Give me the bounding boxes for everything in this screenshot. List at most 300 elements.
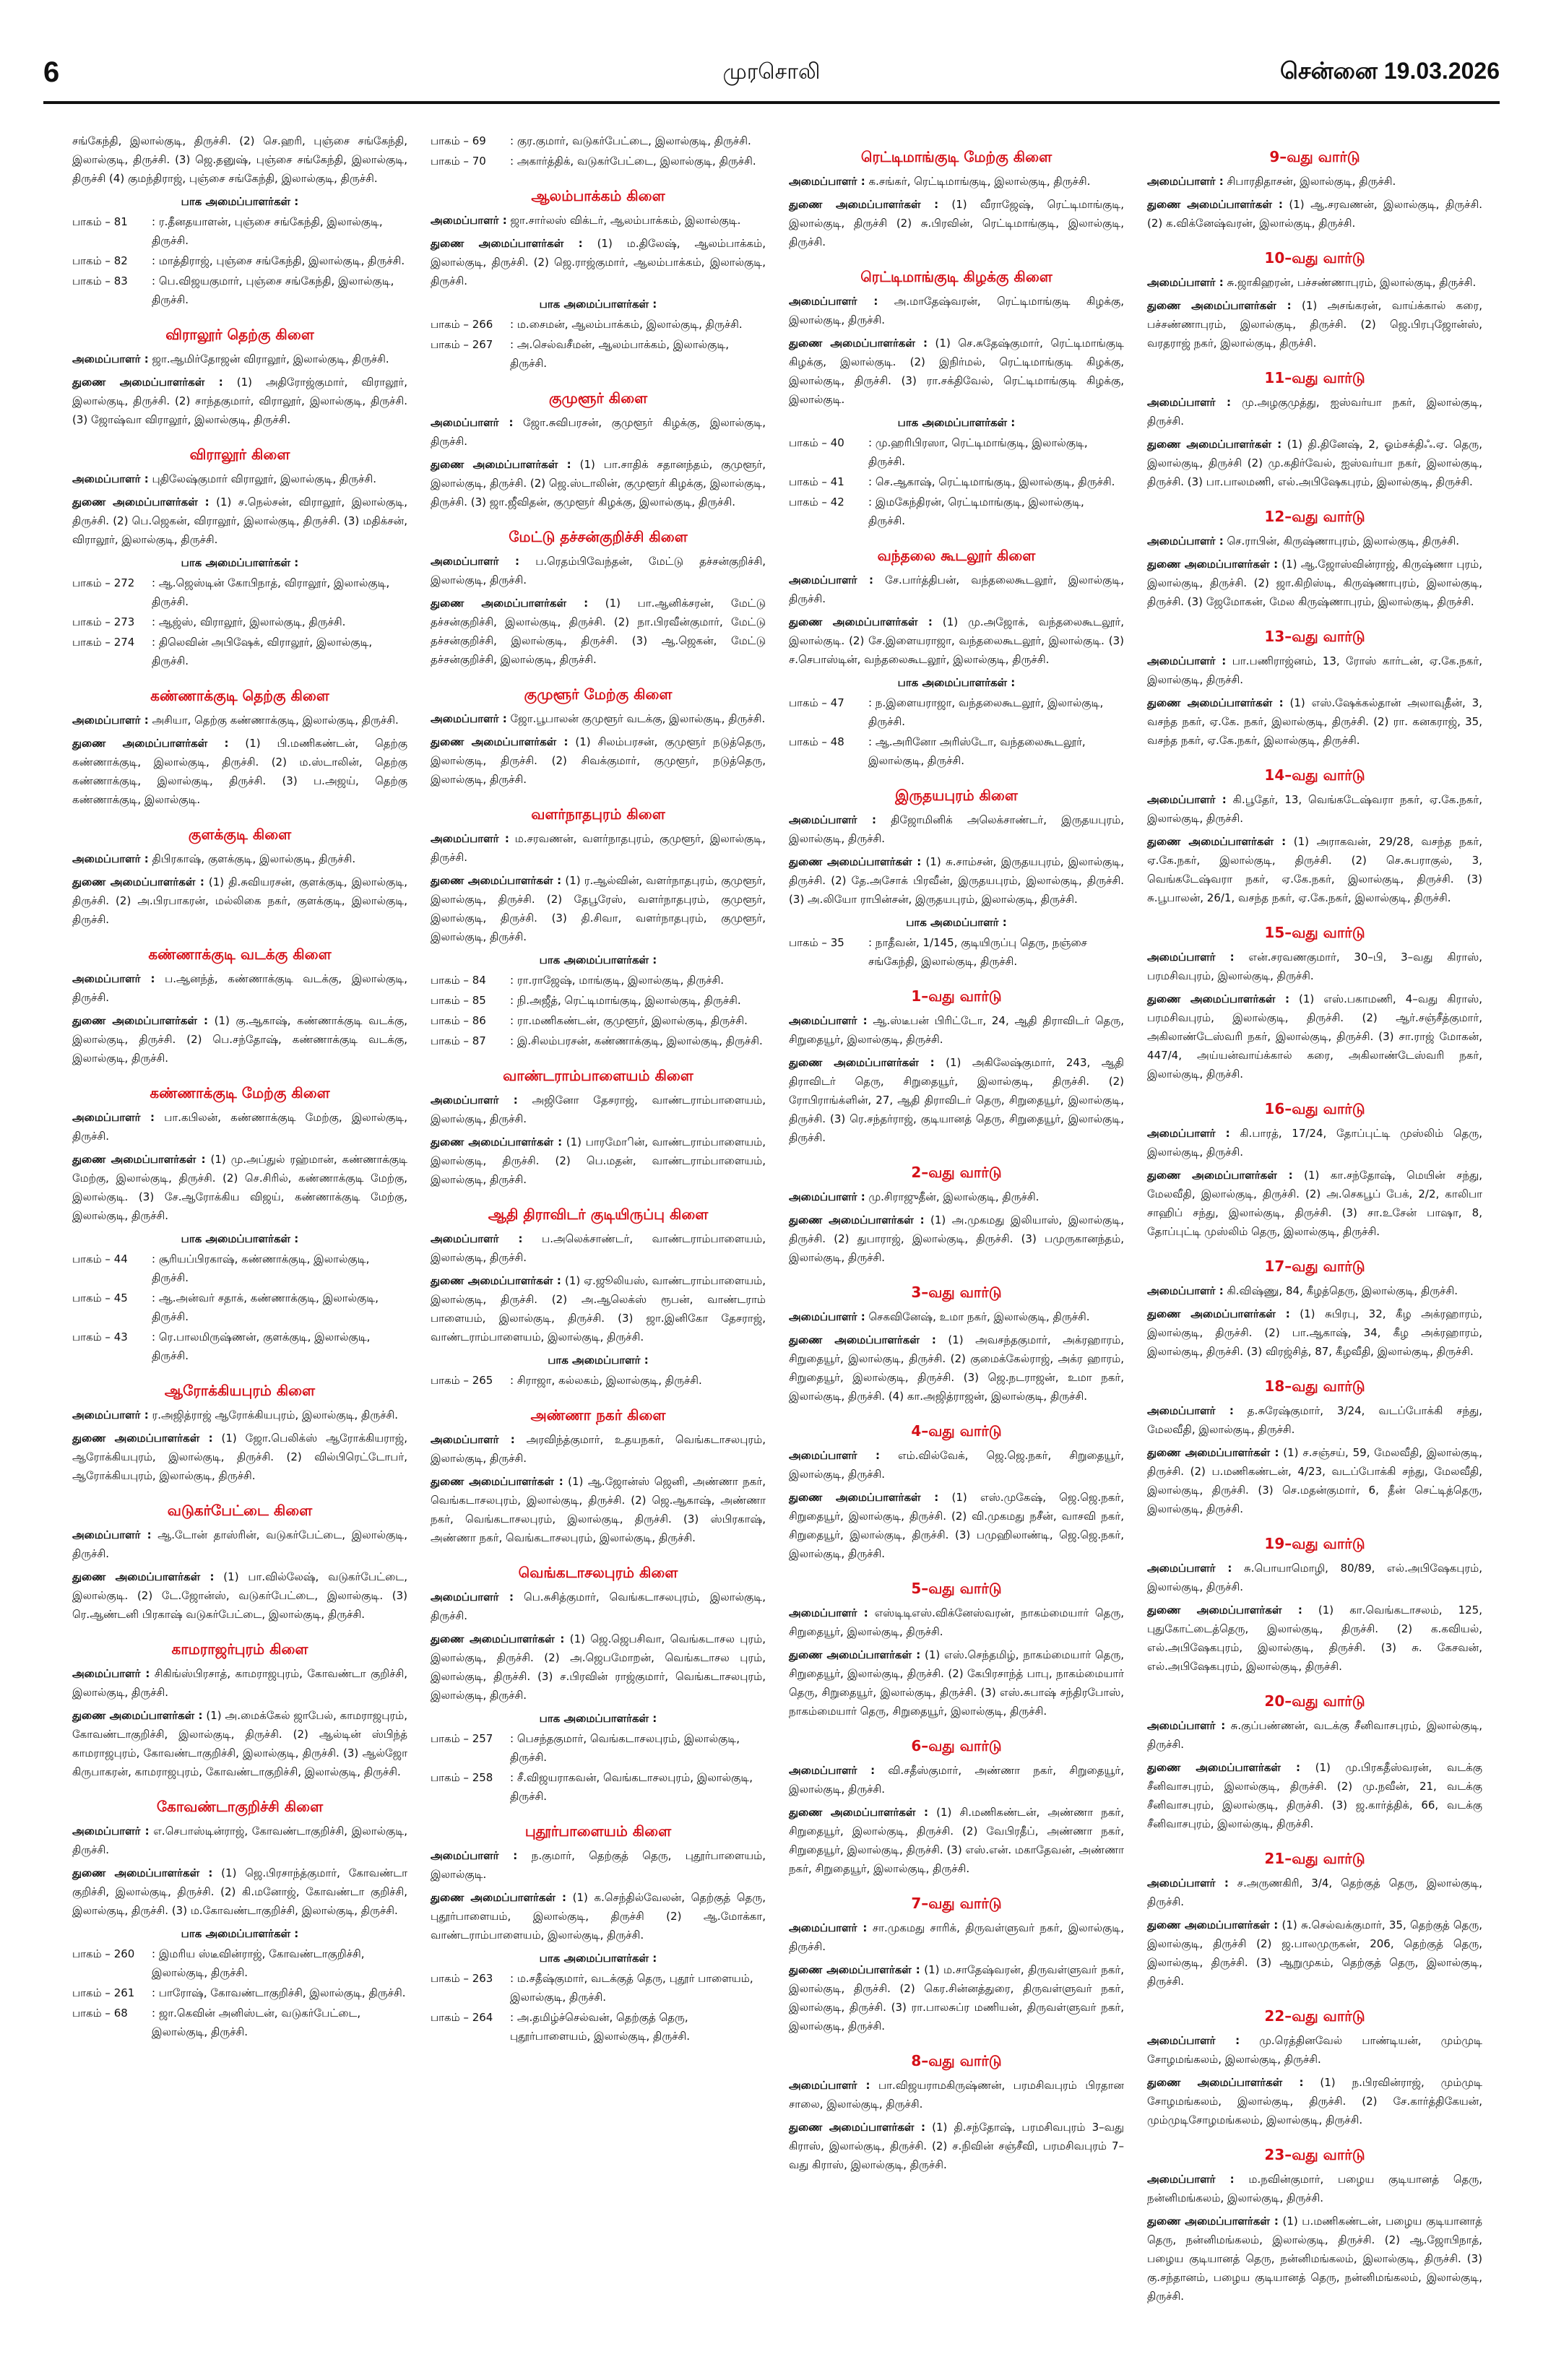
booth-number: பாகம் – 84	[431, 974, 486, 987]
member-paragraph	[431, 1588, 766, 1625]
booth-member: : மு.ஹரிபிரஸா, ரெட்டிமாங்குடி, இலால்குடி, திருச்சி.	[868, 436, 1088, 468]
booth-row	[431, 1729, 766, 1767]
section-heading: 3–வது வார்டு	[911, 1284, 1002, 1301]
member-text: பா.கபிலன், கண்ணாக்குடி மேற்கு, இலால்குடி, திருச்சி.	[72, 1111, 407, 1143]
role-label: துணை அமைப்பாளர்கள் :	[1147, 2076, 1304, 2089]
booth-number: பாகம் – 48	[789, 735, 844, 748]
role-label: துணை அமைப்பாளர்கள் :	[789, 1213, 925, 1226]
booth-number: பாகம் – 43	[72, 1330, 128, 1343]
section-heading: 16–வது வார்டு	[1264, 1100, 1365, 1117]
role-label: துணை அமைப்பாளர்கள் :	[1147, 1761, 1301, 1774]
member-text: (1) பா.வில்லேஷ், வடுகர்பேட்டை, இலால்குடி. (2) டே.ஜோன்ஸ், வடுகர்பேட்டை, இலால்குடி. (3) ரெ.ஆண்டனி பிரகாஷ் வடுகர்பேட்டை, இலால்குடி, திருச்சி.	[72, 1570, 407, 1621]
section-heading: மேட்டு தச்சன்குறிச்சி கிளை	[509, 528, 688, 545]
booth-number: பாகம் – 42	[789, 496, 844, 509]
section	[1147, 246, 1482, 352]
role-label: அமைப்பாளர் :	[789, 1921, 868, 1934]
role-label: அமைப்பாளர் :	[72, 1667, 150, 1680]
member-paragraph	[789, 172, 1124, 191]
member-paragraph	[431, 413, 766, 451]
booth-member: : பெ.விஜயகுமார், புஞ்சை சங்கேந்தி, இலால்குடி, திருச்சி.	[152, 274, 394, 306]
booth-number: பாகம் – 264	[431, 2011, 493, 2024]
booth-member: : ஆ.அரினோ அரிஸ்டோ, வந்தலைகூடலூர், இலால்குடி, திருச்சி.	[868, 735, 1086, 767]
member-paragraph	[789, 1960, 1124, 2035]
section-heading: 1–வது வார்டு	[911, 987, 1002, 1005]
member-paragraph	[789, 1330, 1124, 1406]
booth-number: பாகம் – 83	[72, 274, 128, 287]
member-paragraph	[789, 2076, 1124, 2113]
section-heading: வளர்நாதபுரம் கிளை	[531, 805, 665, 823]
section	[72, 442, 407, 670]
booth-member: : ஆ.ஜெஸ்டின் கோபிநாத், விராலூர், இலால்குடி, திருச்சி.	[152, 576, 390, 608]
section-heading: குளக்குடி கிளை	[188, 826, 292, 843]
member-text: எ.செபாஸ்டின்ராஜ், கோவண்டாகுறிச்சி, இலால்குடி, திருச்சி.	[72, 1825, 407, 1856]
section	[1147, 1689, 1482, 1833]
member-paragraph	[1147, 790, 1482, 828]
member-paragraph	[1147, 1601, 1482, 1676]
section	[1147, 1846, 1482, 1991]
member-paragraph	[72, 1429, 407, 1485]
booth-member: : அ.தமிழ்ச்செல்வன், தெற்குத் தெரு, புதூர்பாளையம், இலால்குடி, திருச்சி.	[510, 2011, 691, 2043]
role-label: துணை அமைப்பாளர்கள் :	[789, 1806, 928, 1819]
member-text: அசியா, தெற்கு கண்ணாக்குடி, இலால்குடி, திருச்சி.	[148, 714, 399, 727]
role-label: அமைப்பாளர் :	[789, 1014, 868, 1027]
booth-row	[431, 1969, 766, 2007]
member-text: மு.அழகுமுத்து, ஐஸ்வர்யா நகர், இலால்குடி, திருச்சி.	[1147, 396, 1482, 428]
member-text: எம்.வில்வேக், ஜெ.ஜெ.நகர், சிறுதையூர், இலால்குடி, திருச்சி.	[789, 1449, 1124, 1481]
member-text: (1) சு.சாம்சன், இருதயபுரம், இலால்குடி, திருச்சி. (2) தே.அசோக் பிரவீன், இருதயபுரம், இலால்குடி, திருச்சி. (3) அ.லியோ ராபின்சன், இருதயபுரம், இலால்குடி, திருச்சி.	[789, 855, 1124, 906]
member-paragraph	[431, 1630, 766, 1705]
booth-number: பாகம் – 68	[72, 2007, 128, 2020]
role-label: துணை அமைப்பாளர்கள் :	[431, 1632, 565, 1645]
member-text: செ.ராபின், கிருஷ்ணாபுரம், இலால்குடி, திருச்சி.	[1223, 535, 1460, 548]
member-paragraph	[1147, 2031, 1482, 2069]
booth-member: : ந.இளையராஜா, வந்தலைகூடலூர், இலால்குடி, திருச்சி.	[868, 696, 1104, 728]
role-label: துணை அமைப்பாளர்கள் :	[1147, 1446, 1279, 1459]
section-heading: ஆதி திராவிடர் குடியிருப்பு கிளை	[488, 1206, 709, 1223]
section-heading: விராலூர் தெற்கு கிளை	[165, 326, 314, 343]
section	[1147, 365, 1482, 491]
booth-row	[431, 1768, 766, 1806]
member-text: ஆ.ஸ்டீபன் பிரிட்டோ, 24, ஆதி திராவிடர் தெரு, சிறுதையூர், இலால்குடி, திருச்சி.	[789, 1014, 1124, 1046]
member-paragraph	[1147, 393, 1482, 430]
section	[431, 524, 766, 669]
member-paragraph	[72, 1567, 407, 1624]
role-label: துணை அமைப்பாளர்கள் :	[72, 1709, 203, 1722]
member-text: சு.குப்பண்ணன், வடக்கு சீனிவாசபுரம், இலால்குடி, திருச்சி.	[1147, 1719, 1482, 1751]
member-paragraph	[431, 455, 766, 511]
member-paragraph	[1147, 435, 1482, 491]
role-label: துணை அமைப்பாளர்கள் :	[1147, 558, 1279, 571]
member-text: (1) செ.சுதேஷ்குமார், ரெட்டிமாங்குடி கிழக்கு, இலால்குடி. (2) இநிர்மல், ரெட்டிமாங்குடி கிழக்கு, இலால்குடி, திருச்சி. (3) ரா.சக்திவேல், ரெட்டிமாங்குடி கிழக்கு, இலால்குடி.	[789, 337, 1124, 406]
role-label: அமைப்பாளர் :	[431, 1849, 518, 1862]
section-heading: வாண்டராம்பாளையம் கிளை	[503, 1067, 693, 1084]
member-paragraph	[789, 195, 1124, 251]
member-text: பெ.சுசித்குமார், வெங்கடாசலபுரம், இலால்குடி, திருச்சி.	[431, 1591, 766, 1622]
role-label: துணை அமைப்பாளர்கள் :	[72, 1866, 213, 1879]
member-text: பா.பணிராஜ்னம், 13, ரோஸ் கார்டன், ஏ.கே.நகர், இலால்குடி, திருச்சி.	[1147, 654, 1482, 686]
member-paragraph	[431, 1271, 766, 1346]
section-heading: 10–வது வார்டு	[1264, 249, 1365, 267]
role-label: அமைப்பாளர் :	[789, 295, 878, 308]
member-paragraph	[431, 1846, 766, 1884]
role-label: துணை அமைப்பாளர்கள் :	[72, 1570, 215, 1583]
role-label: அமைப்பாளர் :	[1147, 1719, 1226, 1732]
booth-row	[789, 933, 1124, 971]
member-text: (1) எஸ்.செந்தமிழ், நாகம்மையார் தெரு, சிறுதையூர், இலால்குடி, திருச்சி. (2) கேபிரசாந்த் பாபு, நாகம்மையார் தெரு, சிறுதையூர், இலால்குடி, திருச்சி. (3) எஸ்.சுபாஷ் சந்திரபோஸ், நாகம்மையார் தெரு, சிறுதையூர், இலால்குடி, திருச்சி.	[789, 1648, 1124, 1718]
booth-row	[431, 2008, 766, 2046]
role-label: துணை அமைப்பாளர்கள் :	[1147, 835, 1287, 848]
role-label: அமைப்பாளர் :	[72, 852, 149, 865]
role-label: அமைப்பாளர் :	[1147, 175, 1224, 188]
member-text: (1) ஜெ.ஜெபசிவா, வெங்கடாசல புரம், இலால்குடி, திருச்சி. (2) அ.ஜெபமோறன், வெங்கடாசல புரம், இலால்குடி, திருச்சி. (3) ச.பிரவின் ராஜ்குமார், வெங்கடாசலபுரம், இலால்குடி, திருச்சி.	[431, 1632, 766, 1702]
section-heading: ஆரோக்கியபுரம் கிளை	[164, 1382, 316, 1399]
member-text: க.சங்கர், ரெட்டிமாங்குடி, இலால்குடி, திருச்சி.	[865, 175, 1091, 188]
member-paragraph	[789, 292, 1124, 329]
member-paragraph	[789, 810, 1124, 848]
booth-organizers-label: பாக அமைப்பாளர்கள் :	[897, 416, 1016, 429]
member-paragraph	[72, 350, 407, 368]
section	[789, 1160, 1124, 1267]
member-paragraph	[1147, 990, 1482, 1083]
member-text: (1) க.செந்தில்வேலன், தெற்குத் தெரு, புதூர்பாளையம், இலால்குடி, திருச்சி (2) ஆ.மோக்கா, வாண்டராம்பாளையம், இலால்குடி, திருச்சி.	[431, 1891, 766, 1942]
member-paragraph	[431, 1472, 766, 1547]
section-heading: 14–வது வார்டு	[1264, 766, 1365, 784]
role-label: அமைப்பாளர் :	[1147, 1404, 1234, 1417]
role-label: துணை அமைப்பாளர்கள் :	[431, 1135, 563, 1148]
booth-member: : சூரியப்பிரகாஷ், கண்ணாக்குடி, இலால்குடி, திருச்சி.	[152, 1252, 370, 1284]
member-text: (1) சு.செல்வக்குமார், 35, தெற்குத் தெரு, இலால்குடி, திருச்சி (2) ஜ.பாலமுருகன், 206, தெற்குத் தெரு, இலால்குடி, திருச்சி. (3) ஆறுமுகம், தெற்குத் தெரு, இலால்குடி, திருச்சி.	[1147, 1918, 1482, 1988]
booth-row	[789, 693, 1124, 731]
role-label: துணை அமைப்பாளர்கள் :	[1147, 1307, 1290, 1320]
role-label: அமைப்பாளர் :	[789, 175, 865, 188]
member-text: (1) அசங்கரன், வாய்க்கால் கரை, பச்சண்ணாபுரம், இலால்குடி, திருச்சி. (2) ஜெ.பிரபுஜோன்ஸ், வரதராஜ் நகர், இலால்குடி, திருச்சி.	[1147, 299, 1482, 350]
member-text: (1) ஏ.ஜூலியஸ், வாண்டராம்பாளையம், இலால்குடி, திருச்சி. (2) அ.ஆலெக்ஸ் ரூபன், வாண்டராம் பாளையம், இலால்குடி, திருச்சி. (3) ஜா.இனிகோ தேசராஜ், வாண்டராம்பாளையம், இலால்குடி, திருச்சி.	[431, 1274, 766, 1343]
section-heading: 11–வது வார்டு	[1264, 369, 1365, 386]
member-paragraph	[1147, 555, 1482, 611]
member-text: ஜா.சார்லஸ் விக்டர், ஆலம்பாக்கம், இலால்குடி.	[506, 214, 741, 227]
role-label: அமைப்பாளர் :	[72, 1408, 149, 1421]
member-paragraph	[1147, 693, 1482, 750]
booth-row	[72, 1289, 407, 1326]
booth-number: பாகம் – 273	[72, 615, 135, 628]
section	[72, 1637, 407, 1781]
booth-member: : அ.செல்வசீமன், ஆலம்பாக்கம், இலால்குடி, திருச்சி.	[510, 338, 730, 370]
member-text: செகவினேஷ், உமா நகர், இலால்குடி, திருச்சி.	[865, 1310, 1090, 1323]
section	[431, 802, 766, 1050]
booth-number: பாகம் – 87	[431, 1034, 486, 1047]
role-label: அமைப்பாளர் :	[789, 2079, 870, 2092]
member-text: (1) சுபிரபு, 32, கீழ அக்ரஹாரம், இலால்குடி, திருச்சி. (2) பா.ஆகாஷ், 34, கீழ அக்ரஹாரம், இலால்குடி, திருச்சி. (3) விரஜ்சித், 87, கீழவீதி, இலால்குடி, திருச்சி.	[1147, 1307, 1482, 1358]
member-paragraph	[72, 1406, 407, 1424]
role-label: அமைப்பாளர் :	[1147, 951, 1235, 964]
section	[789, 1576, 1124, 1721]
booth-row	[72, 212, 407, 250]
role-label: துணை அமைப்பாளர்கள் :	[431, 735, 569, 748]
member-paragraph	[1147, 652, 1482, 689]
section-heading: 19–வது வார்டு	[1264, 1535, 1365, 1552]
member-paragraph	[431, 1888, 766, 1944]
member-paragraph	[431, 234, 766, 290]
member-text: மு.ரெத்தினவேல் பாண்டியன், மும்முடி சோழமங்கலம், இலால்குடி, திருச்சி.	[1147, 2034, 1482, 2066]
booth-row	[431, 131, 766, 150]
booth-row	[431, 991, 766, 1010]
booth-row	[72, 2004, 407, 2041]
booth-member: : ம.சைமன், ஆலம்பாக்கம், இலால்குடி, திருச்சி.	[510, 318, 743, 331]
booth-organizers-label: பாக அமைப்பாளர்கள் :	[897, 676, 1016, 689]
page-header	[43, 56, 1500, 91]
member-text: (1) ச.நெல்சன், விராலூர், இலால்குடி, திருச்சி. (2) பெ.ஜெகன், விராலூர், இலால்குடி, திருச்சி. (3) மதிக்சன், விராலூர், இலால்குடி, திருச்சி.	[72, 496, 407, 546]
section-heading: கோவண்டாகுறிச்சி கிளை	[156, 1798, 324, 1815]
booth-row	[72, 272, 407, 309]
section-heading: 8–வது வார்டு	[911, 2052, 1002, 2069]
booth-row	[72, 1250, 407, 1287]
section-heading: 6–வது வார்டு	[911, 1737, 1002, 1754]
role-label: துணை அமைப்பாளர்கள் :	[72, 496, 209, 509]
page-number: 6	[43, 56, 60, 88]
booth-row	[72, 633, 407, 670]
section-heading: குமுளூர் கிளை	[548, 389, 648, 407]
member-paragraph	[431, 1091, 766, 1128]
section	[789, 1891, 1124, 2035]
member-paragraph	[1147, 1758, 1482, 1833]
member-paragraph	[72, 131, 407, 188]
section-heading: ஆலம்பாக்கம் கிளை	[531, 187, 665, 204]
section-heading: 13–வது வார்டு	[1264, 628, 1365, 645]
booth-number: பாகம் – 45	[72, 1291, 128, 1304]
section	[1147, 2004, 1482, 2129]
booth-organizers-label: பாக அமைப்பாளர்கள் :	[539, 953, 657, 966]
section	[1147, 144, 1482, 233]
member-text: (1) ஜெ.பிரசாந்த்குமார், கோவண்டா குறிச்சி, இலால்குடி, திருச்சி. (2) கி.மனோஜ், கோவண்டா குறிச்சி, இலால்குடி, திருச்சி. (3) ம.கோவண்டாகுறிச்சி, இலால்குடி, திருச்சி.	[72, 1866, 407, 1917]
booth-member: : சீ.விஜயராகவன், வெங்கடாசலபுரம், இலால்குடி, திருச்சி.	[510, 1771, 753, 1803]
role-label: அமைப்பாளர் :	[72, 1528, 152, 1541]
role-label: அமைப்பாளர் :	[431, 1094, 518, 1107]
member-paragraph	[1147, 172, 1482, 191]
member-paragraph	[789, 1918, 1124, 1956]
role-label: துணை அமைப்பாளர்கள் :	[431, 1475, 563, 1488]
booth-organizers-label: பாக அமைப்பாளர்கள் :	[181, 1232, 299, 1245]
role-label: துணை அமைப்பாளர்கள் :	[431, 597, 589, 610]
role-label: அமைப்பாளர் :	[72, 472, 149, 485]
role-label: அமைப்பாளர் :	[1147, 276, 1224, 289]
booth-member: : சிராஜா, கல்லகம், இலால்குடி, திருச்சி.	[510, 1374, 702, 1387]
newspaper-title: முரசொலி	[722, 59, 821, 85]
booth-member: : ஆஜ்ஸ், விராலூர், இலால்குடி, திருச்சி.	[152, 615, 346, 628]
member-paragraph	[431, 1430, 766, 1468]
member-text: சிகிங்ஸ்பிரசாத், காமராஜபுரம், கோவண்டா குறிச்சி, இலால்குடி, திருச்சி.	[72, 1667, 407, 1699]
member-text: (1) எஸ்.பகாமணி, 4–வது கிராஸ், பரமசிவபுரம், இலால்குடி, திருச்சி. (2) ஆர்.சஞ்சீத்குமார், அகிலாண்டேஸ்வரி நகர், இலால்குடி, திருச்சி. (3) சா.ராஜ் மோகன், 447/4, அய்யன்வாய்க்கால் கரை, அகிலாண்டேஸ்வரி நகர், இலால்குடி, திருச்சி.	[1147, 992, 1482, 1081]
section	[789, 1734, 1124, 1878]
booth-number: பாகம் – 81	[72, 215, 128, 228]
member-text: மு.சிராஜுதீன், இலால்குடி, திருச்சி.	[865, 1190, 1040, 1203]
section-heading: 23–வது வார்டு	[1264, 2146, 1365, 2163]
section	[1147, 624, 1482, 750]
booth-row	[72, 1944, 407, 1982]
booth-number: பாகம் – 261	[72, 1986, 135, 1999]
booth-member: : ஆ.அன்வர் சதாக், கண்ணாக்குடி, இலால்குடி, திருச்சி.	[152, 1291, 379, 1323]
member-text: அஜினோ தேசராஜ், வாண்டராம்பாளையம், இலால்குடி, திருச்சி.	[431, 1094, 766, 1125]
member-paragraph	[72, 493, 407, 549]
role-label: துணை அமைப்பாளர்கள் :	[1147, 1604, 1302, 1617]
role-label: துணை அமைப்பாளர்கள் :	[789, 855, 922, 868]
section-heading: 20–வது வார்டு	[1264, 1692, 1365, 1710]
member-text: (1) மு.அஜோக், வந்தலைகூடலூர், இலால்குடி. (2) சே.இளையராஜா, வந்தலைகூடலூர், இலால்குடி. (3) ச.செபாஸ்டின், வந்தலைகூடலூர், இலால்குடி, திருச்சி.	[789, 615, 1124, 666]
booth-organizers-label: பாக அமைப்பாளர் :	[548, 1354, 649, 1367]
member-text: (1) அதிரோஜ்குமார், விராலூர், இலால்குடி, திருச்சி. (2) சாந்தகுமார், விராலூர், இலால்குடி, திருச்சி. (3) ஜோஷ்வா விராலூர், இலால்குடி, திருச்சி.	[72, 376, 407, 426]
booth-number: பாகம் – 40	[789, 436, 844, 449]
member-text: (1) பா.ஆனிக்சரன், மேட்டு தச்சன்குறிச்சி, இலால்குடி, திருச்சி. (2) நா.பிரவீன்குமார், மேட்டு தச்சன்குறிச்சி, இலால்குடி, திருச்சி. (3) ஆ.ஜெகன், மேட்டு தச்சன்குறிச்சி, இலால்குடி, திருச்சி.	[431, 597, 766, 666]
booth-row	[72, 251, 407, 270]
member-text: (1) பா.சாதிக் சதானந்தம், குமுளூர், இலால்குடி, திருச்சி. (2) ஜெ.ஸ்டாலின், குமுளூர் கிழக்கு, இலால்குடி, திருச்சி. (3) ஜா.ஜீவிதன், குமுளூர் கிழக்கு, இலால்குடி, திருச்சி.	[431, 458, 766, 509]
member-paragraph	[431, 871, 766, 946]
section	[431, 1560, 766, 1806]
member-paragraph	[72, 849, 407, 868]
member-paragraph	[1147, 1874, 1482, 1911]
booth-member: : குர.குமார், வடுகர்பேட்டை, இலால்குடி, திருச்சி.	[510, 134, 751, 147]
member-text: (1) ம.சாதேஷ்வரன், திருவள்ளுவர் நகர், இலால்குடி, திருச்சி. (2) கெர.சின்னத்துரை, திருவள்ளுவர் நகர், இலால்குடி, திருச்சி. (3) ரா.பாலசுப்ர மணியன், திருவள்ளுவர் நகர், இலால்குடி, திருச்சி.	[789, 1963, 1124, 2033]
role-label: துணை அமைப்பாளர்கள் :	[789, 1963, 920, 1976]
booth-number: பாகம் – 85	[431, 994, 486, 1007]
member-paragraph	[1147, 2212, 1482, 2306]
booth-number: பாகம் – 82	[72, 254, 128, 267]
member-paragraph	[72, 1526, 407, 1563]
member-text: (1) வீராஜேஷ், ரெட்டிமாங்குடி, இலால்குடி, திருச்சி (2) சு.பிரவின், ரெட்டிமாங்குடி, இலால்குடி, திருச்சி.	[789, 198, 1124, 248]
member-text: புதிலேஷ்குமார் விராலூர், இலால்குடி, திருச்சி.	[148, 472, 377, 485]
booth-member: : ஜா.கெவின் அனிஸ்டன், வடுகர்பேட்டை, இலால்குடி, திருச்சி.	[152, 2007, 361, 2038]
role-label: அமைப்பாளர் :	[1147, 535, 1224, 548]
section	[72, 1378, 407, 1485]
column-4	[1147, 131, 1482, 2310]
member-paragraph	[1147, 273, 1482, 292]
booth-organizers-label: பாக அமைப்பாளர்கள் :	[539, 298, 657, 311]
member-text: (1) ர.ஆல்வின், வளர்நாதபுரம், குமுளூர், இலால்குடி, திருச்சி. (2) தேபூரேஸ், வளர்நாதபுரம், குமுளூர், இலால்குடி, திருச்சி. (3) தி.சிவா, வளர்நாதபுரம், குமுளூர், இலால்குடி, திருச்சி.	[431, 874, 766, 943]
member-text: கி.பாரத், 17/24, தோப்புட்டி முஸ்லிம் தெரு, இலால்குடி, திருச்சி.	[1147, 1127, 1482, 1159]
booth-number: பாகம் – 47	[789, 696, 844, 709]
role-label: அமைப்பாளர் :	[1147, 654, 1227, 667]
section	[72, 822, 407, 929]
role-label: அமைப்பாளர் :	[1147, 2173, 1235, 2186]
section	[789, 264, 1124, 530]
role-label: அமைப்பாளர் :	[72, 972, 155, 985]
booth-row	[72, 613, 407, 631]
role-label: அமைப்பாளர் :	[789, 813, 877, 826]
role-label: அமைப்பாளர் :	[431, 555, 520, 568]
member-text: திபிரகாஷ், குளக்குடி, இலால்குடி, திருச்சி.	[148, 852, 356, 865]
section	[789, 783, 1124, 971]
member-paragraph	[789, 1645, 1124, 1721]
member-text: (1) மு.அப்துல் ரஹ்மான், கண்ணாக்குடி மேற்கு, இலால்குடி, திருச்சி. (2) செ.சிரில், கண்ணாக்குடி மேற்கு, இலால்குடி. (3) சே.ஆரோக்கிய விஜய், கண்ணாக்குடி மேற்கு, இலால்குடி, திருச்சி.	[72, 1153, 407, 1222]
member-text: என்.சரவணகுமார், 30–பி, 3–வது கிராஸ், பரமசிவபுரம், இலால்குடி, திருச்சி.	[1147, 951, 1482, 982]
booth-organizers-label: பாக அமைப்பாளர்கள் :	[181, 556, 299, 569]
booth-row	[431, 152, 766, 170]
booth-row	[431, 1371, 766, 1390]
member-text: ந.குமார், தெற்குத் தெரு, புதூர்பாளையம், இலால்குடி.	[431, 1849, 766, 1881]
section	[789, 144, 1124, 251]
section	[1147, 504, 1482, 611]
member-paragraph	[789, 1187, 1124, 1206]
section-heading: இருதயபுரம் கிளை	[895, 787, 1018, 804]
booth-member: : பாரோஷ், கோவண்டாகுறிச்சி, இலால்குடி, திருச்சி.	[152, 1986, 406, 1999]
member-text: (1) அராகவன், 29/28, வசந்த நகர், ஏ.கே.நகர், இலால்குடி, திருச்சி. (2) செ.சுபராகுல், 3, வெங்கடேஷ்வரா நகர், ஏ.கே.நகர், இலால்குடி, திருச்சி. (3) சு.பூபாலன், 26/1, வசந்த நகர், ஏ.கே.நகர், இலால்குடி, திருச்சி.	[1147, 835, 1482, 904]
member-paragraph	[1147, 2073, 1482, 2129]
member-text: (1) சி.மணிகண்டன், அண்ணா நகர், சிறுதையூர், இலால்குடி, திருச்சி. (2) வேபிரதீப், அண்ணா நகர், சிறுதையூர், இலால்குடி, திருச்சி. (3) எஸ்.என். மகாதேவன், அண்ணா நகர், சிறுதையூர், இலால்குடி, திருச்சி.	[789, 1806, 1124, 1875]
role-label: அமைப்பாளர் :	[1147, 1877, 1229, 1890]
section-heading: ரெட்டிமாங்குடி கிழக்கு கிளை	[860, 268, 1053, 285]
booth-row	[789, 433, 1124, 471]
member-paragraph	[1147, 1124, 1482, 1161]
member-text: ச.அருணகிரி, 3/4, தெற்குத் தெரு, இலால்குடி, திருச்சி.	[1147, 1877, 1482, 1908]
section-heading: 2–வது வார்டு	[911, 1164, 1002, 1181]
role-label: அமைப்பாளர் :	[789, 574, 874, 587]
booth-member: : ர.தீனதயாளன், புஞ்சை சங்கேந்தி, இலால்குடி, திருச்சி.	[152, 215, 383, 247]
member-paragraph	[1147, 1281, 1482, 1300]
role-label: அமைப்பாளர் :	[789, 1764, 876, 1777]
booth-number: பாகம் – 69	[431, 134, 486, 147]
member-text: (1) மு.பிரகதீஸ்வரன், வடக்கு சீனிவாசபுரம், இலால்குடி, திருச்சி. (2) மு.நவீன், 21, வடக்கு சீனிவாசபுரம், இலால்குடி, திருச்சி. (3) ஜ.கார்த்திக், 66, வடக்கு சீனிவாசபுரம், இலால்குடி, திருச்சி.	[1147, 1761, 1482, 1830]
member-paragraph	[431, 1229, 766, 1267]
role-label: அமைப்பாளர் :	[72, 352, 149, 365]
booth-row	[431, 1011, 766, 1030]
member-text: வி.சதீஸ்குமார், அண்ணா நகர், சிறுதையூர், இலால்குடி, திருச்சி.	[789, 1764, 1124, 1796]
member-text: அ.மாதேஷ்வரன், ரெட்டிமாங்குடி கிழக்கு, இலால்குடி, திருச்சி.	[789, 295, 1124, 326]
column-1	[72, 131, 407, 2046]
member-paragraph	[789, 1053, 1124, 1147]
booth-number: பாகம் – 260	[72, 1947, 135, 1960]
booth-row	[72, 574, 407, 611]
member-paragraph	[789, 1488, 1124, 1563]
member-paragraph	[431, 1133, 766, 1189]
member-text: எஸ்டிடிஎஸ்.விக்னேஸ்வரன், நாகம்மையார் தெரு, சிறுதையூர், இலால்குடி, திருச்சி.	[789, 1606, 1124, 1638]
member-paragraph	[72, 1822, 407, 1859]
section	[1147, 1531, 1482, 1676]
booth-row	[789, 472, 1124, 491]
role-label: அமைப்பாளர் :	[72, 1111, 155, 1124]
role-label: துணை அமைப்பாளர்கள் :	[431, 874, 562, 887]
section	[789, 1419, 1124, 1563]
member-text: சா.முகமது சாரிக், திருவள்ளுவர் நகர், இலால்குடி, திருச்சி.	[789, 1921, 1124, 1953]
member-text: (1) ஜோ.பெலிக்ஸ் ஆரோக்கியராஜ், ஆரோக்கியபுரம், இலால்குடி, திருச்சி. (2) வில்பிரெட்டோபர், ஆரோக்கியபுரம், இலால்குடி, திருச்சி.	[72, 1432, 407, 1482]
role-label: அமைப்பாளர் :	[72, 1825, 150, 1838]
member-paragraph	[1147, 2170, 1482, 2207]
section-heading: 15–வது வார்டு	[1264, 924, 1365, 941]
role-label: துணை அமைப்பாளர்கள் :	[1147, 438, 1282, 451]
role-label: துணை அமைப்பாளர்கள் :	[431, 458, 571, 471]
member-text: (1) எஸ்.முகேஷ், ஜெ.ஜெ.நகர், சிறுதையூர், இலால்குடி, திருச்சி. (2) வி.முகமது நசீன், வாசவி நகர், சிறுதையூர், இலால்குடி, திருச்சி. (3) பமுஹிலாண்டி, ஜெ.ஜெ.நகர், இலால்குடி, திருச்சி.	[789, 1491, 1124, 1560]
role-label: அமைப்பாளர் :	[1147, 1562, 1232, 1575]
column-2	[431, 131, 766, 2050]
section	[72, 1794, 407, 2041]
member-paragraph	[431, 732, 766, 789]
section	[789, 984, 1124, 1147]
role-label: அமைப்பாளர் :	[431, 1591, 514, 1604]
booth-organizers-label: பாக அமைப்பாளர்கள் :	[181, 195, 299, 208]
member-paragraph	[789, 2118, 1124, 2174]
member-text: ஆ.டோன் தாஸ்ரின், வடுகர்பேட்டை, இலால்குடி, திருச்சி.	[72, 1528, 407, 1560]
role-label: அமைப்பாளர் :	[431, 416, 514, 429]
role-label: துணை அமைப்பாளர்கள் :	[431, 237, 583, 250]
booth-member: : ம.சதீஷ்குமார், வடக்குத் தெரு, புதூர் பாளையம், இலால்குடி, திருச்சி.	[510, 1972, 753, 2004]
member-text: (1) எஸ்.ஷேக்கல்தான் அலாவுதீன், 3, வசந்த நகர், ஏ.கே. நகர், இலால்குடி, திருச்சி. (2) ரா. கனகராஜ், 35, வசந்த நகர், ஏ.கே.நகர், இலால்குடி, திருச்சி.	[1147, 696, 1482, 747]
role-label: துணை அமைப்பாளர்கள் :	[72, 376, 223, 389]
booth-number: பாகம் – 274	[72, 636, 135, 649]
member-text: ம.சரவணன், வளர்நாதபுரம், குமுளூர், இலால்குடி, திருச்சி.	[431, 832, 766, 864]
booth-organizers-label: பாக அமைப்பாளர்கள் :	[539, 1952, 657, 1965]
booth-member: : இமகேந்திரன், ரெட்டிமாங்குடி, இலால்குடி, திருச்சி.	[868, 496, 1084, 527]
booth-number: பாகம் – 44	[72, 1252, 128, 1265]
section-heading: 12–வது வார்டு	[1264, 508, 1365, 525]
member-paragraph	[72, 1864, 407, 1920]
section	[72, 1081, 407, 1365]
